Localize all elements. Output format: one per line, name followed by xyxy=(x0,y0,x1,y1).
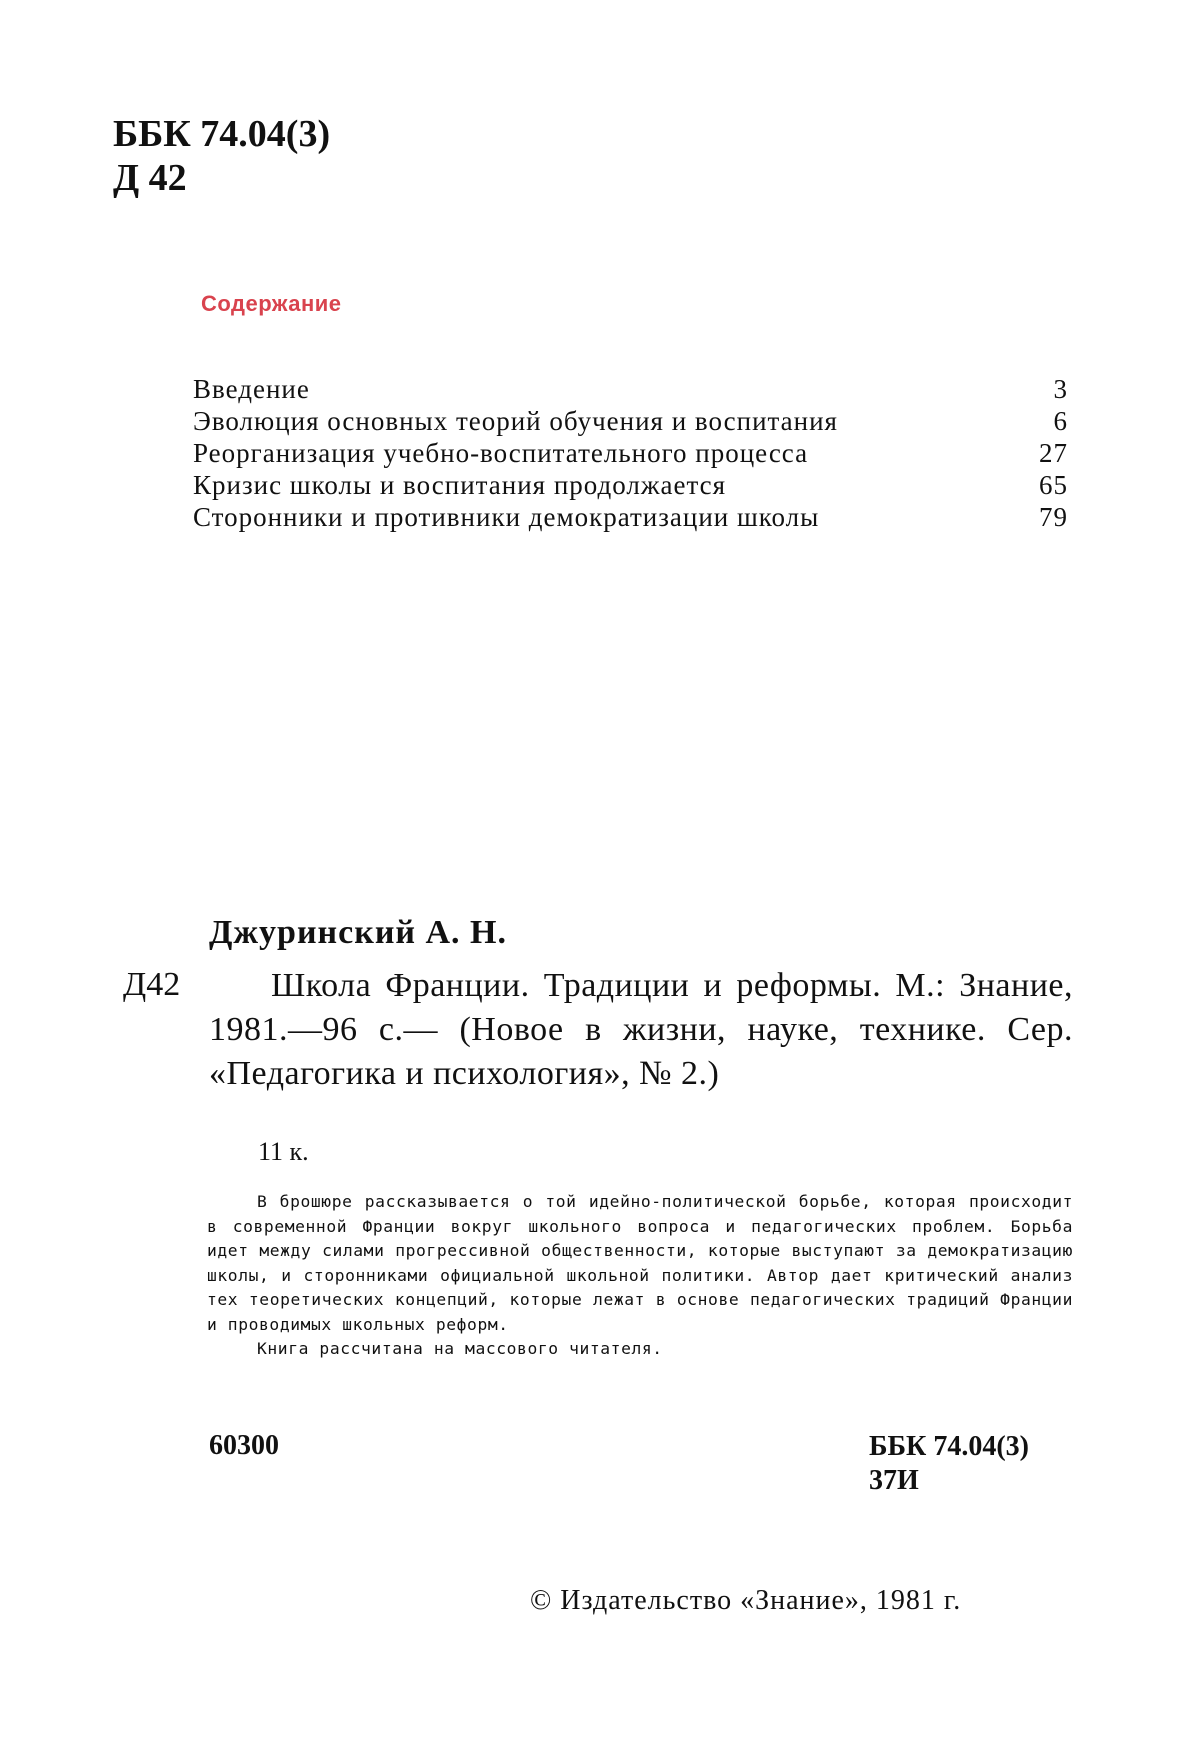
catalog-index: Д42 xyxy=(123,966,181,1003)
toc-entry xyxy=(193,469,1070,501)
bbk-subcode: 37И xyxy=(869,1465,919,1496)
table-of-contents xyxy=(193,373,1070,533)
bbk-header xyxy=(113,112,330,200)
toc-entry-title: Реорганизация учебно-воспитательного процесса xyxy=(193,438,809,468)
toc-entry-page: 27 xyxy=(1039,438,1068,468)
publication-code: 60300 xyxy=(209,1430,279,1461)
price: 11 к. xyxy=(258,1137,309,1166)
annotation xyxy=(207,1190,1073,1362)
toc-entry-title: Эволюция основных теорий обучения и воспитания xyxy=(193,406,838,436)
toc-entry-page: 65 xyxy=(1039,470,1068,500)
bbk-code: ББК 74.04(3) xyxy=(869,1431,1029,1462)
toc-title: Содержание xyxy=(201,291,342,316)
author-mark: Д 42 xyxy=(113,157,187,199)
toc-entry-page: 79 xyxy=(1039,502,1068,532)
bibliographic-reference: Школа Франции. Традиции и реформы. М.: Знание, 1981.—96 с.— (Новое в жизни, науке, технике. Сер. «Педагогика и психология», № 2.) xyxy=(209,967,1073,1092)
toc-entry xyxy=(193,373,1070,405)
toc-entry xyxy=(193,437,1070,469)
toc-entry xyxy=(193,405,1070,437)
toc-entry-title: Введение xyxy=(193,374,310,404)
catalog-author: Джуринский А. Н. xyxy=(209,914,507,951)
copyright-line: © Издательство «Знание», 1981 г. xyxy=(530,1585,962,1616)
toc-entry xyxy=(193,501,1070,533)
toc-entry-title: Сторонники и противники демократизации школы xyxy=(193,502,820,532)
toc-entry-page: 3 xyxy=(1053,374,1068,404)
toc-entry-title: Кризис школы и воспитания продолжается xyxy=(193,470,727,500)
toc-entry-page: 6 xyxy=(1053,406,1068,436)
annotation-audience: Книга рассчитана на массового читателя. xyxy=(257,1339,663,1358)
bbk-footer xyxy=(869,1430,1029,1498)
bbk-code: ББК 74.04(3) xyxy=(113,113,331,155)
annotation-text: В брошюре рассказывается о той идейно-политической борьбе, которая происходит в современной Франции вокруг школьного вопроса и педагогических проблем. Борьба идет между силами прогрессивной общественности, которые выступают за демократизацию школы, и сторонниками официальной школьной политики. Автор дает критический анализ тех теоретических концепций, которые лежат в основе педагогических традиций Франции и проводимых школьных реформ. xyxy=(207,1192,1073,1334)
